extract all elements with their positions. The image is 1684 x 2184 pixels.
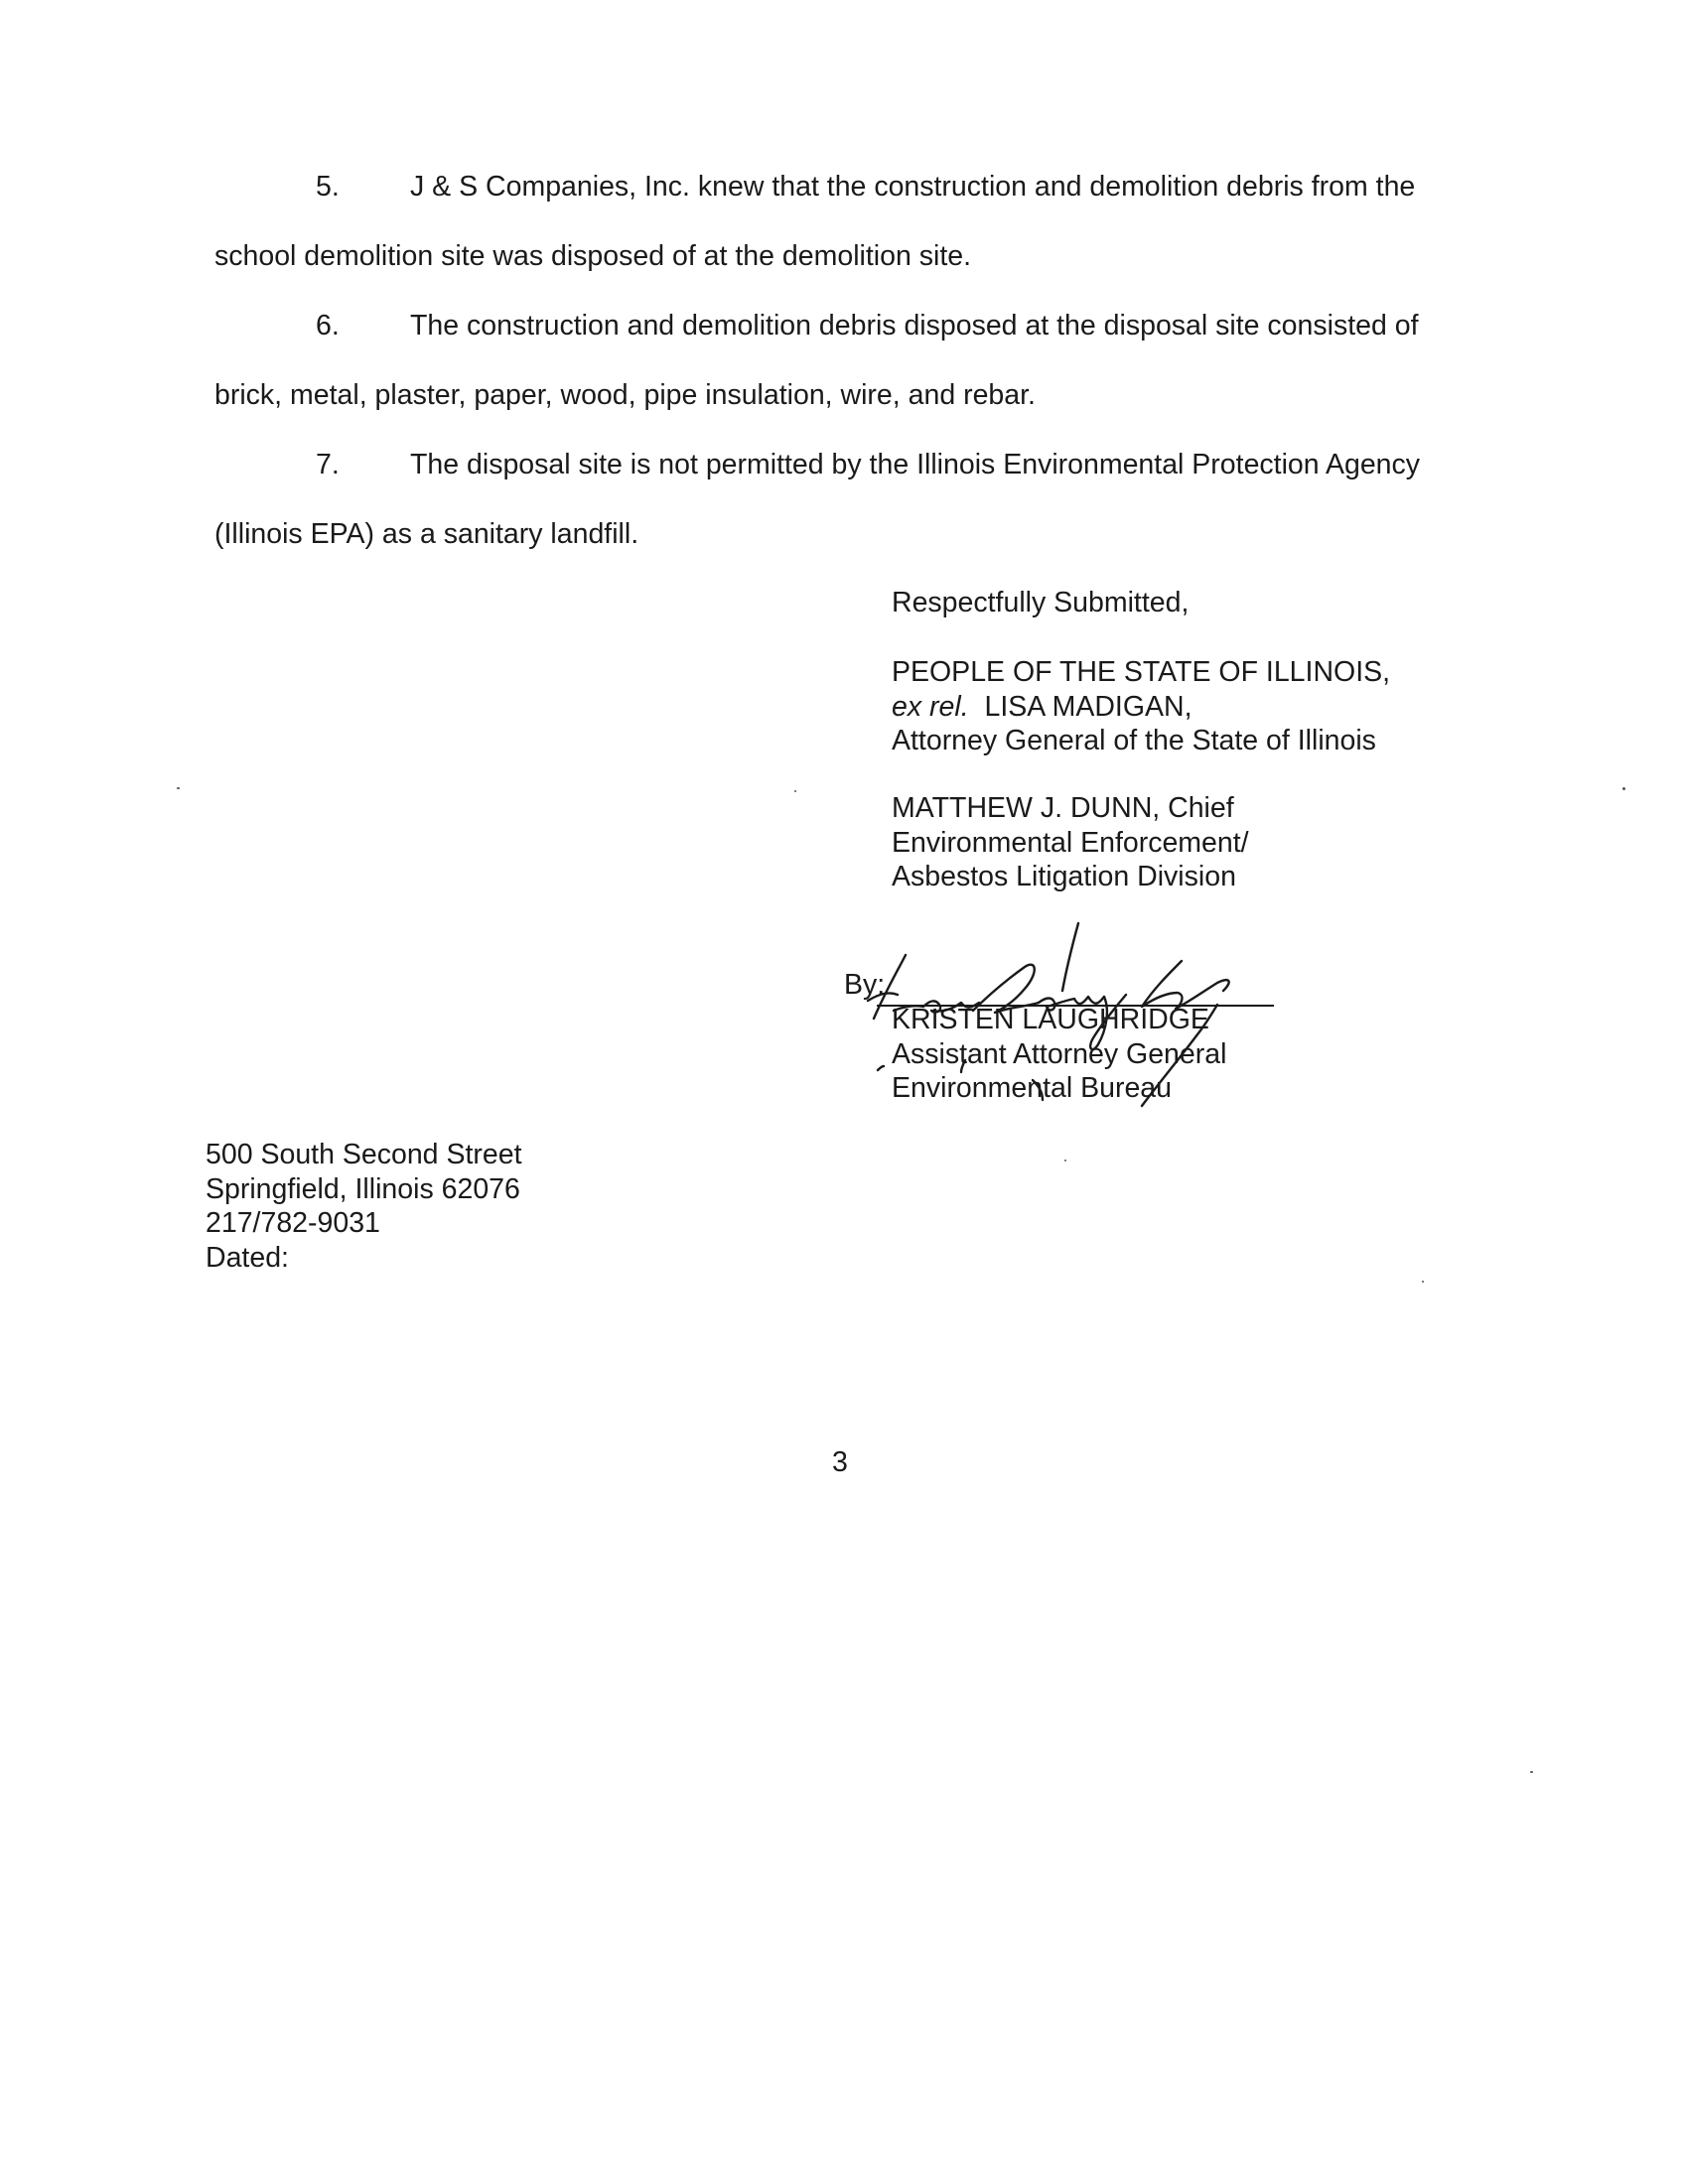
chief-block — [892, 791, 1249, 894]
address-city: Springfield, Illinois 62076 — [206, 1172, 520, 1205]
signer-title: Assistant Attorney General — [892, 1037, 1227, 1070]
scan-speck — [1530, 1771, 1533, 1773]
signer-block — [892, 1003, 1226, 1106]
party-block — [892, 655, 1390, 758]
attorney-general-title: Attorney General of the State of Illinois — [892, 725, 1376, 756]
paragraph-6-line-1: The construction and demolition debris disposed at the disposal site consisted of — [410, 310, 1419, 341]
party-name: PEOPLE OF THE STATE OF ILLINOIS, — [892, 656, 1391, 688]
paragraph-6-number: 6. — [316, 310, 340, 341]
address-phone: 217/782-9031 — [206, 1207, 380, 1239]
paragraph-5-line-1: J & S Companies, Inc. knew that the construction and demolition debris from the — [410, 171, 1416, 203]
signer-name: KRISTEN LAUGHRIDGE — [892, 1004, 1209, 1035]
scan-speck — [794, 790, 796, 792]
chief-name: MATTHEW J. DUNN, Chief — [892, 792, 1234, 824]
scan-speck — [1622, 787, 1625, 790]
paragraph-5-line-2: school demolition site was disposed of at the demolition site. — [214, 240, 971, 272]
dated-label: Dated: — [206, 1241, 289, 1274]
paragraph-5-number: 5. — [316, 171, 340, 203]
paragraph-7-line-1: The disposal site is not permitted by the Illinois Environmental Protection Agency — [410, 449, 1421, 480]
page-number: 3 — [832, 1446, 848, 1478]
paragraph-7-number: 7. — [316, 449, 340, 480]
signer-bureau: Environmental Bureau — [892, 1072, 1172, 1104]
scan-speck — [1422, 1281, 1424, 1283]
address-block — [206, 1138, 521, 1275]
party-ex-rel-line — [892, 690, 1390, 725]
scan-speck — [1064, 1160, 1066, 1161]
paragraph-6-line-2: brick, metal, plaster, paper, wood, pipe insulation, wire, and rebar. — [214, 379, 1036, 411]
ex-rel-label: ex rel. — [892, 690, 969, 723]
chief-division-line-1: Environmental Enforcement/ — [892, 826, 1249, 859]
closing-salutation: Respectfully Submitted, — [892, 587, 1190, 618]
paragraph-7-line-2: (Illinois EPA) as a sanitary landfill. — [214, 518, 639, 550]
address-street: 500 South Second Street — [206, 1139, 522, 1170]
attorney-general-name: LISA MADIGAN, — [984, 690, 1193, 723]
chief-division-line-2: Asbestos Litigation Division — [892, 861, 1236, 892]
scan-speck — [177, 787, 180, 789]
by-label: By: — [844, 969, 886, 1001]
